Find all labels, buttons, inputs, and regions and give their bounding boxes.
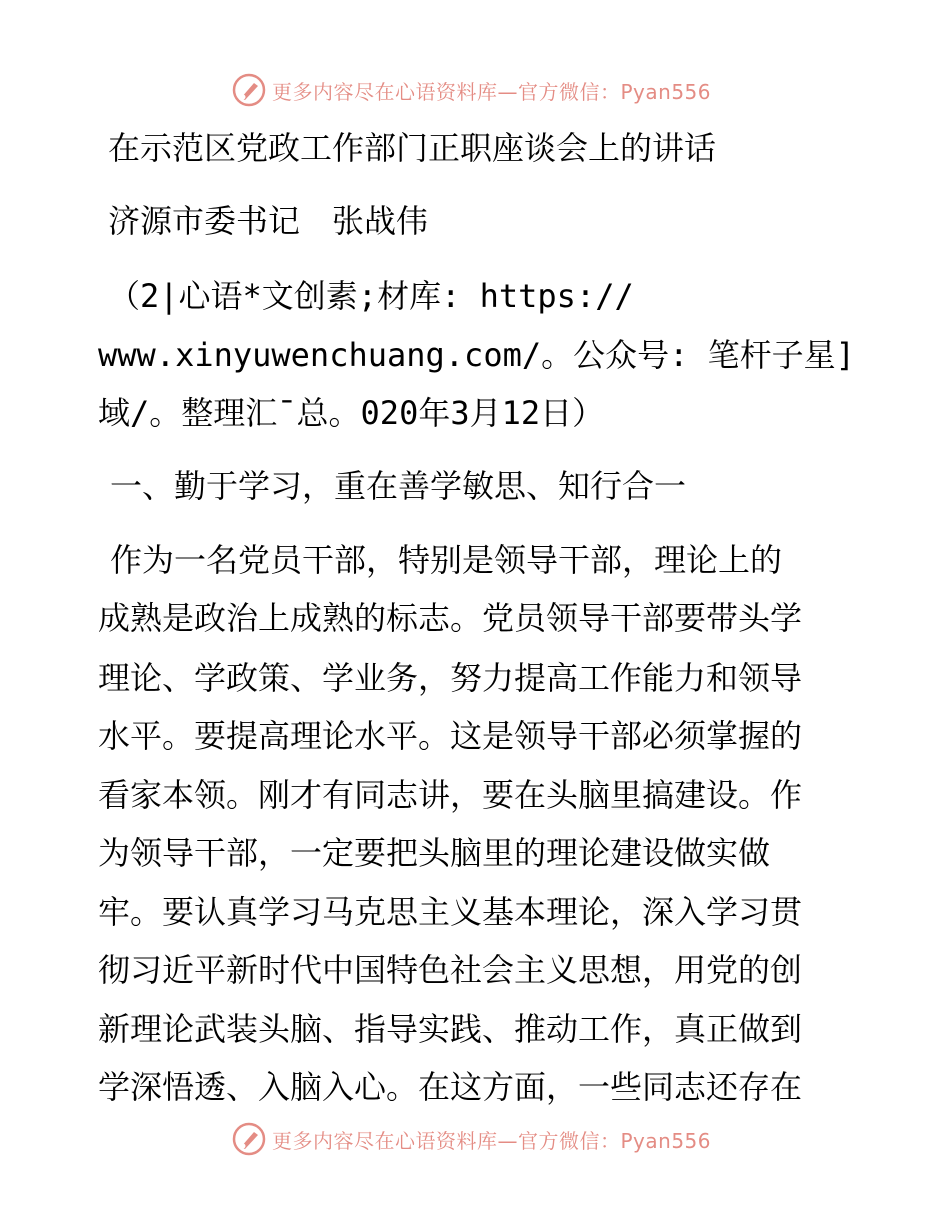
body-line: 理论、学政策、学业务，努力提高工作能力和领导 [98, 659, 803, 697]
body-line: 牢。要认真学习马克思主义基本理论，深入学习贯 [98, 893, 803, 931]
watermark-banner-top [232, 73, 711, 107]
pen-nib-logo-icon [232, 1122, 266, 1156]
source-line: www.xinyuwenchuang.com/。公众号: 笔杆子星] [98, 336, 855, 374]
section-heading: 一、勤于学习，重在善学敏思、知行合一 [110, 467, 687, 505]
body-line: 彻习近平新时代中国特色社会主义思想，用党的创 [98, 951, 803, 989]
source-line: 域/。整理汇¯总。020年3月12日） [98, 394, 605, 432]
source-line: （2|心语*文创素;材库: https:// [108, 277, 634, 315]
watermark-text: 更多内容尽在心语资料库—官方微信：Pyan556 [272, 79, 712, 104]
body-line: 看家本领。刚才有同志讲，要在头脑里搞建设。作 [98, 776, 803, 814]
body-line: 作为一名党员干部，特别是领导干部，理论上的 [110, 541, 783, 579]
watermark-banner-bottom [232, 1122, 711, 1156]
body-line: 为领导干部，一定要把头脑里的理论建设做实做 [98, 834, 771, 872]
document-author: 济源市委书记 张战伟 [108, 202, 429, 240]
pen-nib-logo-icon [232, 73, 266, 107]
watermark-text: 更多内容尽在心语资料库—官方微信：Pyan556 [272, 1128, 712, 1153]
body-line: 水平。要提高理论水平。这是领导干部必须掌握的 [98, 717, 803, 755]
body-line: 学深悟透、入脑入心。在这方面，一些同志还存在 [98, 1068, 803, 1106]
document-title: 在示范区党政工作部门正职座谈会上的讲话 [108, 129, 717, 167]
body-line: 新理论武装头脑、指导实践、推动工作，真正做到 [98, 1010, 803, 1048]
body-line: 成熟是政治上成熟的标志。党员领导干部要带头学 [98, 599, 803, 637]
